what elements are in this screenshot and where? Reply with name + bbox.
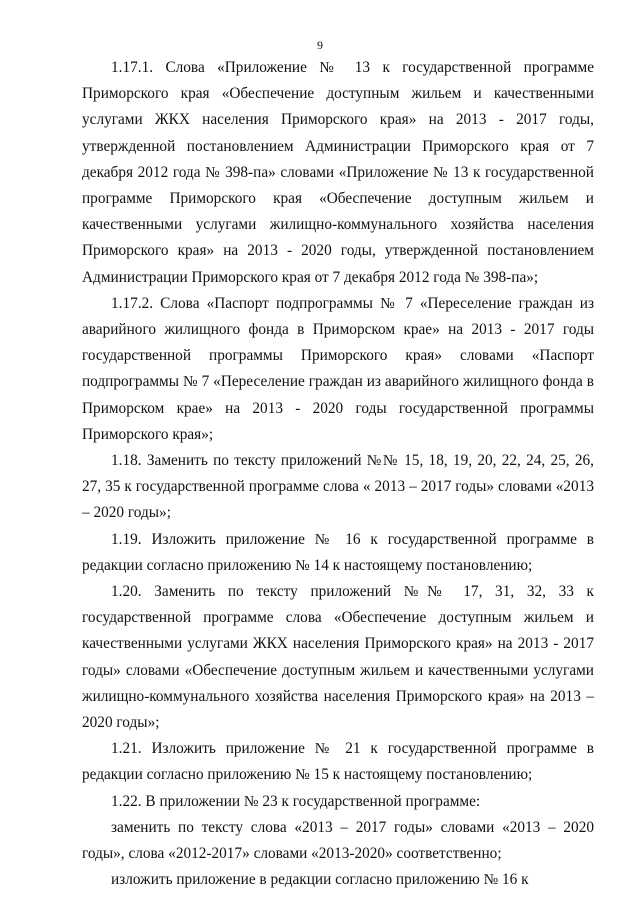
paragraph-1-20: 1.20. Заменить по тексту приложений №№ 17, 31, 32, 33 к государственной программе слова «Обеспечение доступным жильем и качественными услугами ЖКХ населения Приморского края» на 2013 - 2017 годы» словами «Обеспечение доступным жильем и качественными услугами жилищно-коммунального хозяйства населения Приморского края» на 2013 –2020 годы»; xyxy=(82,583,594,732)
paragraph-1-17-1: 1.17.1. Слова «Приложение № 13 к государственной программе Приморского края «Обеспечение доступным жильем и качественными услугами ЖКХ населения Приморского края» на 2013 - 2017 годы, утвержденной постановлением Администрации Приморского края от 7 декабря 2012 года № 398-па» словами «Приложение № 13 к государственной программе Приморского края «Обеспечение доступным жильем и качественными услугами жилищно-коммунального хозяйства населения Приморского края» на 2013 - 2020 годы, утвержденной постановлением Администрации Приморского края от 7 декабря 2012 года № 398-па»; xyxy=(82,59,594,286)
paragraph-replace-years: заменить по тексту слова «2013 – 2017 годы» словами «2013 – 2020 годы», слова «2012-2017» словами «2013-2020» соответственно; xyxy=(82,818,594,863)
paragraph-set-forth-appendix: изложить приложение в редакции согласно приложению № 16 к xyxy=(111,871,529,889)
paragraph-1-18: 1.18. Заменить по тексту приложений №№ 15, 18, 19, 20, 22, 24, 25, 26, 27, 35 к государственной программе слова « 2013 – 2017 годы» словами «2013 – 2020 годы»; xyxy=(82,452,594,522)
paragraph-1-17-2: 1.17.2. Слова «Паспорт подпрограммы № 7 «Переселение граждан из аварийного жилищного фонда в Приморском крае» на 2013 - 2017 годы государственной программы Приморского края» словами «Паспорт подпрограммы № 7 «Переселение граждан из аварийного жилищного фонда в Приморском крае» на 2013 - 2020 годы государственной программы Приморского края»; xyxy=(82,294,594,443)
paragraph-1-21: 1.21. Изложить приложение № 21 к государственной программе в редакции согласно приложению № 15 к настоящему постановлению; xyxy=(82,740,594,784)
page-number: 9 xyxy=(317,38,323,52)
document-body xyxy=(82,55,594,894)
paragraph-1-22: 1.22. В приложении № 23 к государственной программе: xyxy=(111,792,481,810)
paragraph-1-19: 1.19. Изложить приложение № 16 к государственной программе в редакции согласно приложению № 14 к настоящему постановлению; xyxy=(82,530,594,574)
